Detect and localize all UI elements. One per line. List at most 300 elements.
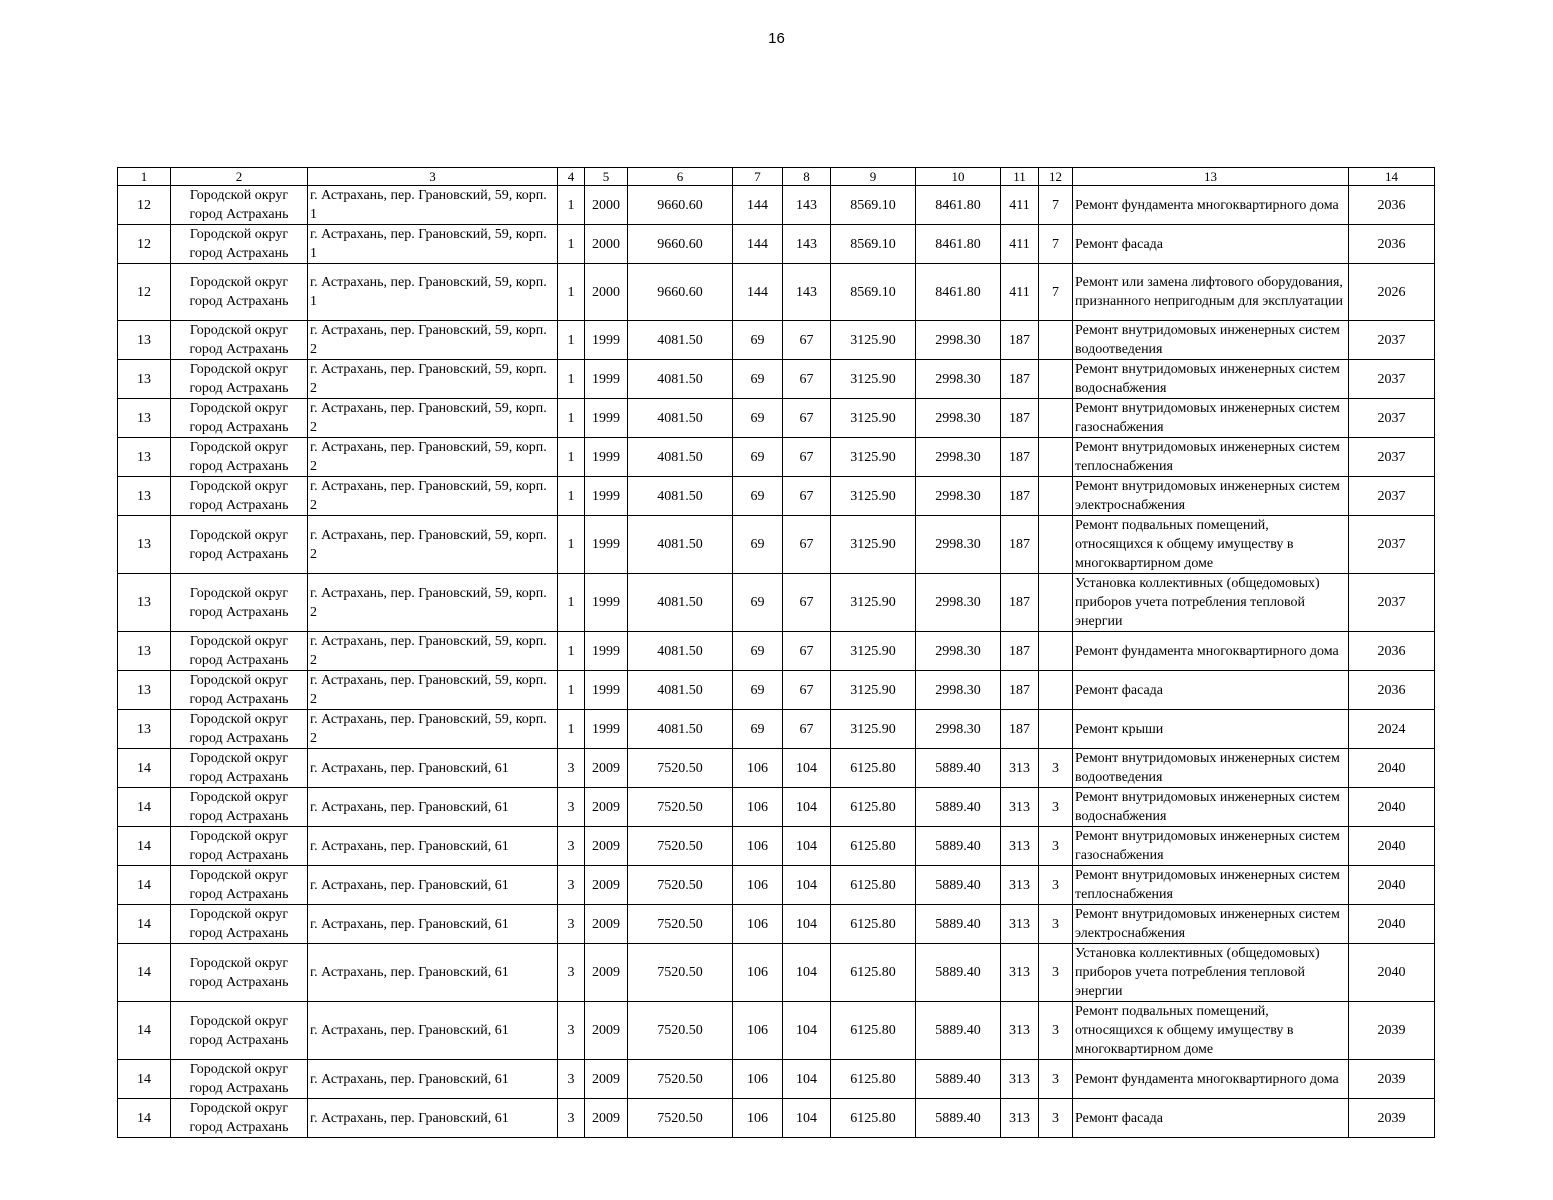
cell-row-number: 13 [118, 671, 171, 710]
header-cell: 13 [1073, 168, 1349, 186]
cell-municipality: Городской округ город Астрахань [171, 574, 308, 632]
cell-col-9: 3125.90 [831, 574, 916, 632]
cell-col-11: 313 [1001, 866, 1039, 905]
cell-address: г. Астрахань, пер. Грановский, 59, корп. 1 [308, 225, 558, 264]
cell-col-9: 3125.90 [831, 516, 916, 574]
cell-planned-year: 2036 [1349, 671, 1435, 710]
cell-col-6: 9660.60 [628, 264, 733, 321]
cell-col-9: 6125.80 [831, 827, 916, 866]
cell-col-4: 1 [558, 632, 585, 671]
cell-col-8: 104 [783, 905, 831, 944]
cell-col-10: 2998.30 [916, 438, 1001, 477]
cell-work-type: Ремонт внутридомовых инженерных систем электроснабжения [1073, 477, 1349, 516]
cell-address: г. Астрахань, пер. Грановский, 59, корп. 1 [308, 186, 558, 225]
cell-work-type: Ремонт внутридомовых инженерных систем теплоснабжения [1073, 438, 1349, 477]
cell-col-8: 67 [783, 574, 831, 632]
cell-municipality: Городской округ город Астрахань [171, 360, 308, 399]
cell-planned-year: 2024 [1349, 710, 1435, 749]
cell-row-number: 13 [118, 399, 171, 438]
cell-address: г. Астрахань, пер. Грановский, 61 [308, 905, 558, 944]
cell-col-4: 1 [558, 186, 585, 225]
cell-col-6: 7520.50 [628, 749, 733, 788]
cell-row-number: 13 [118, 632, 171, 671]
cell-municipality: Городской округ город Астрахань [171, 710, 308, 749]
column-number-row [118, 168, 1435, 186]
cell-col-11: 313 [1001, 1002, 1039, 1060]
cell-col-10: 5889.40 [916, 866, 1001, 905]
table-row [118, 1002, 1435, 1060]
table-row [118, 749, 1435, 788]
cell-municipality: Городской округ город Астрахань [171, 399, 308, 438]
cell-col-8: 104 [783, 1060, 831, 1099]
cell-col-10: 5889.40 [916, 1002, 1001, 1060]
table-row [118, 671, 1435, 710]
cell-col-12: 7 [1039, 225, 1073, 264]
cell-col-7: 106 [733, 866, 783, 905]
cell-col-9: 3125.90 [831, 477, 916, 516]
cell-col-6: 4081.50 [628, 710, 733, 749]
header-cell: 7 [733, 168, 783, 186]
table-row [118, 905, 1435, 944]
cell-work-type: Ремонт внутридомовых инженерных систем газоснабжения [1073, 399, 1349, 438]
cell-col-9: 3125.90 [831, 360, 916, 399]
cell-address: г. Астрахань, пер. Грановский, 59, корп. 2 [308, 438, 558, 477]
cell-row-number: 14 [118, 827, 171, 866]
cell-work-type: Ремонт внутридомовых инженерных систем водоснабжения [1073, 360, 1349, 399]
cell-col-8: 67 [783, 632, 831, 671]
cell-col-6: 9660.60 [628, 186, 733, 225]
cell-col-8: 104 [783, 944, 831, 1002]
table-row [118, 438, 1435, 477]
cell-col-11: 313 [1001, 749, 1039, 788]
cell-col-6: 7520.50 [628, 788, 733, 827]
cell-municipality: Городской округ город Астрахань [171, 438, 308, 477]
cell-work-type: Ремонт внутридомовых инженерных систем водоотведения [1073, 749, 1349, 788]
cell-row-number: 14 [118, 1060, 171, 1099]
cell-col-10: 5889.40 [916, 905, 1001, 944]
cell-planned-year: 2037 [1349, 574, 1435, 632]
cell-col-10: 2998.30 [916, 710, 1001, 749]
cell-col-10: 5889.40 [916, 1099, 1001, 1138]
cell-col-7: 144 [733, 264, 783, 321]
cell-address: г. Астрахань, пер. Грановский, 59, корп. 2 [308, 632, 558, 671]
cell-col-7: 106 [733, 749, 783, 788]
cell-col-9: 6125.80 [831, 788, 916, 827]
table-row [118, 477, 1435, 516]
cell-col-7: 106 [733, 905, 783, 944]
table-row [118, 186, 1435, 225]
table-row [118, 788, 1435, 827]
cell-col-4: 3 [558, 827, 585, 866]
cell-col-8: 104 [783, 827, 831, 866]
cell-year: 1999 [585, 632, 628, 671]
cell-col-7: 69 [733, 321, 783, 360]
cell-year: 1999 [585, 438, 628, 477]
cell-col-4: 1 [558, 399, 585, 438]
cell-col-8: 104 [783, 1002, 831, 1060]
cell-col-4: 3 [558, 866, 585, 905]
cell-col-6: 4081.50 [628, 477, 733, 516]
cell-col-12: 3 [1039, 827, 1073, 866]
cell-col-7: 69 [733, 632, 783, 671]
table-row [118, 1099, 1435, 1138]
cell-address: г. Астрахань, пер. Грановский, 59, корп. 2 [308, 671, 558, 710]
cell-col-7: 69 [733, 710, 783, 749]
cell-address: г. Астрахань, пер. Грановский, 59, корп. 2 [308, 321, 558, 360]
cell-col-9: 3125.90 [831, 671, 916, 710]
cell-row-number: 14 [118, 1002, 171, 1060]
cell-work-type: Ремонт фасада [1073, 671, 1349, 710]
cell-col-11: 187 [1001, 574, 1039, 632]
cell-year: 1999 [585, 671, 628, 710]
cell-col-12: 3 [1039, 905, 1073, 944]
cell-row-number: 12 [118, 264, 171, 321]
capital-repair-table [117, 167, 1435, 1138]
cell-col-9: 3125.90 [831, 632, 916, 671]
table-row [118, 321, 1435, 360]
cell-col-6: 9660.60 [628, 225, 733, 264]
cell-col-8: 104 [783, 866, 831, 905]
cell-work-type: Ремонт фасада [1073, 225, 1349, 264]
cell-col-10: 2998.30 [916, 477, 1001, 516]
cell-municipality: Городской округ город Астрахань [171, 186, 308, 225]
cell-col-10: 2998.30 [916, 360, 1001, 399]
cell-municipality: Городской округ город Астрахань [171, 516, 308, 574]
cell-col-11: 187 [1001, 671, 1039, 710]
cell-col-10: 5889.40 [916, 749, 1001, 788]
cell-municipality: Городской округ город Астрахань [171, 1002, 308, 1060]
cell-year: 2009 [585, 1099, 628, 1138]
cell-municipality: Городской округ город Астрахань [171, 788, 308, 827]
cell-planned-year: 2037 [1349, 438, 1435, 477]
cell-row-number: 14 [118, 788, 171, 827]
cell-col-10: 2998.30 [916, 399, 1001, 438]
cell-planned-year: 2040 [1349, 749, 1435, 788]
cell-year: 1999 [585, 477, 628, 516]
cell-planned-year: 2037 [1349, 321, 1435, 360]
table-row [118, 827, 1435, 866]
cell-municipality: Городской округ город Астрахань [171, 749, 308, 788]
cell-municipality: Городской округ город Астрахань [171, 1060, 308, 1099]
cell-col-4: 3 [558, 1099, 585, 1138]
cell-col-4: 3 [558, 1060, 585, 1099]
cell-municipality: Городской округ город Астрахань [171, 264, 308, 321]
cell-col-9: 8569.10 [831, 225, 916, 264]
cell-planned-year: 2036 [1349, 186, 1435, 225]
header-cell: 5 [585, 168, 628, 186]
cell-municipality: Городской округ город Астрахань [171, 321, 308, 360]
cell-col-6: 4081.50 [628, 574, 733, 632]
cell-col-9: 6125.80 [831, 866, 916, 905]
cell-col-7: 106 [733, 827, 783, 866]
cell-col-11: 411 [1001, 186, 1039, 225]
cell-col-12 [1039, 516, 1073, 574]
cell-municipality: Городской округ город Астрахань [171, 905, 308, 944]
cell-col-6: 7520.50 [628, 866, 733, 905]
cell-row-number: 13 [118, 516, 171, 574]
cell-col-8: 143 [783, 264, 831, 321]
cell-col-7: 69 [733, 671, 783, 710]
cell-row-number: 14 [118, 905, 171, 944]
cell-work-type: Ремонт фундамента многоквартирного дома [1073, 1060, 1349, 1099]
cell-col-9: 6125.80 [831, 944, 916, 1002]
cell-col-9: 6125.80 [831, 1099, 916, 1138]
table-body [118, 168, 1435, 1138]
cell-col-6: 7520.50 [628, 1060, 733, 1099]
cell-address: г. Астрахань, пер. Грановский, 61 [308, 827, 558, 866]
cell-planned-year: 2039 [1349, 1060, 1435, 1099]
table-row [118, 1060, 1435, 1099]
cell-col-7: 106 [733, 1099, 783, 1138]
cell-row-number: 13 [118, 438, 171, 477]
cell-col-4: 1 [558, 477, 585, 516]
cell-address: г. Астрахань, пер. Грановский, 59, корп. 2 [308, 360, 558, 399]
cell-work-type: Установка коллективных (общедомовых) приборов учета потребления тепловой энергии [1073, 574, 1349, 632]
cell-col-8: 67 [783, 438, 831, 477]
cell-year: 2009 [585, 1002, 628, 1060]
cell-year: 2000 [585, 186, 628, 225]
cell-col-6: 4081.50 [628, 516, 733, 574]
cell-planned-year: 2037 [1349, 360, 1435, 399]
cell-address: г. Астрахань, пер. Грановский, 61 [308, 866, 558, 905]
cell-work-type: Ремонт или замена лифтового оборудования, признанного непригодным для эксплуатации [1073, 264, 1349, 321]
cell-year: 1999 [585, 574, 628, 632]
cell-year: 2009 [585, 788, 628, 827]
cell-col-4: 1 [558, 321, 585, 360]
header-cell: 4 [558, 168, 585, 186]
cell-year: 2009 [585, 749, 628, 788]
cell-row-number: 14 [118, 1099, 171, 1138]
cell-col-11: 187 [1001, 360, 1039, 399]
cell-col-6: 4081.50 [628, 438, 733, 477]
cell-col-9: 6125.80 [831, 1002, 916, 1060]
cell-planned-year: 2037 [1349, 477, 1435, 516]
table-row [118, 866, 1435, 905]
cell-col-6: 7520.50 [628, 1099, 733, 1138]
cell-planned-year: 2039 [1349, 1002, 1435, 1060]
cell-work-type: Ремонт подвальных помещений, относящихся к общему имуществу в многоквартирном доме [1073, 1002, 1349, 1060]
cell-planned-year: 2040 [1349, 944, 1435, 1002]
cell-row-number: 13 [118, 477, 171, 516]
cell-year: 2000 [585, 264, 628, 321]
cell-col-11: 187 [1001, 438, 1039, 477]
cell-col-12 [1039, 438, 1073, 477]
cell-year: 1999 [585, 360, 628, 399]
cell-address: г. Астрахань, пер. Грановский, 61 [308, 1002, 558, 1060]
cell-col-9: 6125.80 [831, 905, 916, 944]
cell-col-7: 106 [733, 1002, 783, 1060]
cell-year: 1999 [585, 516, 628, 574]
cell-col-9: 3125.90 [831, 710, 916, 749]
table-row [118, 264, 1435, 321]
cell-col-11: 313 [1001, 905, 1039, 944]
cell-address: г. Астрахань, пер. Грановский, 59, корп. 2 [308, 477, 558, 516]
cell-col-4: 3 [558, 1002, 585, 1060]
cell-year: 1999 [585, 710, 628, 749]
table-row [118, 944, 1435, 1002]
cell-col-4: 1 [558, 516, 585, 574]
cell-col-11: 187 [1001, 477, 1039, 516]
header-cell: 11 [1001, 168, 1039, 186]
cell-col-12: 3 [1039, 788, 1073, 827]
cell-col-11: 411 [1001, 225, 1039, 264]
cell-col-11: 187 [1001, 321, 1039, 360]
cell-planned-year: 2040 [1349, 866, 1435, 905]
cell-col-10: 5889.40 [916, 827, 1001, 866]
cell-col-12: 7 [1039, 186, 1073, 225]
cell-col-4: 1 [558, 360, 585, 399]
cell-year: 2009 [585, 905, 628, 944]
cell-address: г. Астрахань, пер. Грановский, 61 [308, 944, 558, 1002]
cell-col-8: 67 [783, 516, 831, 574]
cell-col-12 [1039, 710, 1073, 749]
cell-col-7: 69 [733, 477, 783, 516]
cell-col-11: 313 [1001, 788, 1039, 827]
cell-col-11: 313 [1001, 1099, 1039, 1138]
table-row [118, 225, 1435, 264]
cell-col-7: 69 [733, 574, 783, 632]
cell-address: г. Астрахань, пер. Грановский, 59, корп. 1 [308, 264, 558, 321]
cell-col-7: 106 [733, 1060, 783, 1099]
cell-col-10: 5889.40 [916, 1060, 1001, 1099]
cell-work-type: Ремонт внутридомовых инженерных систем теплоснабжения [1073, 866, 1349, 905]
table-row [118, 710, 1435, 749]
cell-col-6: 4081.50 [628, 399, 733, 438]
cell-col-8: 67 [783, 477, 831, 516]
cell-col-8: 143 [783, 225, 831, 264]
cell-address: г. Астрахань, пер. Грановский, 59, корп. 2 [308, 399, 558, 438]
cell-col-7: 69 [733, 438, 783, 477]
cell-col-12 [1039, 574, 1073, 632]
cell-row-number: 12 [118, 225, 171, 264]
cell-row-number: 13 [118, 710, 171, 749]
cell-col-8: 67 [783, 710, 831, 749]
cell-col-10: 2998.30 [916, 321, 1001, 360]
cell-col-12 [1039, 399, 1073, 438]
cell-col-8: 67 [783, 321, 831, 360]
cell-col-6: 4081.50 [628, 321, 733, 360]
cell-col-11: 187 [1001, 710, 1039, 749]
cell-col-9: 8569.10 [831, 264, 916, 321]
cell-municipality: Городской округ город Астрахань [171, 944, 308, 1002]
cell-row-number: 14 [118, 749, 171, 788]
cell-address: г. Астрахань, пер. Грановский, 61 [308, 1060, 558, 1099]
cell-col-11: 313 [1001, 944, 1039, 1002]
cell-col-11: 187 [1001, 399, 1039, 438]
cell-col-4: 3 [558, 749, 585, 788]
header-cell: 10 [916, 168, 1001, 186]
header-cell: 2 [171, 168, 308, 186]
cell-col-8: 67 [783, 360, 831, 399]
header-cell: 6 [628, 168, 733, 186]
cell-col-4: 1 [558, 710, 585, 749]
cell-col-12: 3 [1039, 1002, 1073, 1060]
cell-col-9: 6125.80 [831, 749, 916, 788]
cell-col-7: 106 [733, 944, 783, 1002]
header-cell: 14 [1349, 168, 1435, 186]
cell-col-6: 4081.50 [628, 671, 733, 710]
cell-col-6: 7520.50 [628, 827, 733, 866]
cell-col-12: 3 [1039, 1099, 1073, 1138]
table-row [118, 360, 1435, 399]
header-cell: 12 [1039, 168, 1073, 186]
cell-address: г. Астрахань, пер. Грановский, 61 [308, 788, 558, 827]
cell-col-12: 7 [1039, 264, 1073, 321]
cell-col-9: 3125.90 [831, 399, 916, 438]
cell-municipality: Городской округ город Астрахань [171, 1099, 308, 1138]
cell-col-7: 106 [733, 788, 783, 827]
cell-col-7: 69 [733, 516, 783, 574]
cell-col-11: 187 [1001, 632, 1039, 671]
cell-col-9: 3125.90 [831, 438, 916, 477]
cell-col-4: 1 [558, 574, 585, 632]
cell-year: 2009 [585, 827, 628, 866]
cell-work-type: Ремонт фундамента многоквартирного дома [1073, 186, 1349, 225]
cell-col-11: 411 [1001, 264, 1039, 321]
cell-municipality: Городской округ город Астрахань [171, 866, 308, 905]
cell-col-4: 3 [558, 905, 585, 944]
cell-col-6: 4081.50 [628, 360, 733, 399]
table-row [118, 516, 1435, 574]
table-row [118, 632, 1435, 671]
cell-municipality: Городской округ город Астрахань [171, 827, 308, 866]
cell-col-4: 1 [558, 671, 585, 710]
cell-col-12 [1039, 360, 1073, 399]
cell-planned-year: 2040 [1349, 788, 1435, 827]
header-cell: 1 [118, 168, 171, 186]
cell-work-type: Ремонт подвальных помещений, относящихся к общему имуществу в многоквартирном доме [1073, 516, 1349, 574]
cell-municipality: Городской округ город Астрахань [171, 225, 308, 264]
page-number: 16 [768, 30, 785, 47]
cell-work-type: Ремонт внутридомовых инженерных систем электроснабжения [1073, 905, 1349, 944]
cell-work-type: Ремонт внутридомовых инженерных систем газоснабжения [1073, 827, 1349, 866]
cell-col-6: 7520.50 [628, 944, 733, 1002]
cell-row-number: 13 [118, 321, 171, 360]
cell-municipality: Городской округ город Астрахань [171, 671, 308, 710]
cell-municipality: Городской округ город Астрахань [171, 632, 308, 671]
cell-col-7: 69 [733, 360, 783, 399]
cell-planned-year: 2036 [1349, 632, 1435, 671]
cell-col-4: 3 [558, 944, 585, 1002]
cell-year: 1999 [585, 321, 628, 360]
cell-col-8: 104 [783, 749, 831, 788]
cell-col-8: 143 [783, 186, 831, 225]
cell-col-12: 3 [1039, 749, 1073, 788]
cell-col-6: 7520.50 [628, 905, 733, 944]
cell-col-10: 5889.40 [916, 944, 1001, 1002]
cell-col-12: 3 [1039, 866, 1073, 905]
cell-address: г. Астрахань, пер. Грановский, 59, корп. 2 [308, 710, 558, 749]
cell-planned-year: 2037 [1349, 399, 1435, 438]
cell-col-12 [1039, 671, 1073, 710]
cell-row-number: 13 [118, 574, 171, 632]
cell-col-12: 3 [1039, 944, 1073, 1002]
cell-work-type: Ремонт фундамента многоквартирного дома [1073, 632, 1349, 671]
cell-col-6: 4081.50 [628, 632, 733, 671]
cell-col-10: 2998.30 [916, 671, 1001, 710]
cell-work-type: Ремонт крыши [1073, 710, 1349, 749]
cell-row-number: 14 [118, 944, 171, 1002]
cell-col-10: 2998.30 [916, 516, 1001, 574]
cell-col-8: 104 [783, 788, 831, 827]
cell-work-type: Ремонт внутридомовых инженерных систем водоотведения [1073, 321, 1349, 360]
cell-planned-year: 2036 [1349, 225, 1435, 264]
cell-col-9: 6125.80 [831, 1060, 916, 1099]
cell-year: 2009 [585, 866, 628, 905]
cell-col-6: 7520.50 [628, 1002, 733, 1060]
cell-col-12 [1039, 477, 1073, 516]
cell-address: г. Астрахань, пер. Грановский, 59, корп. 2 [308, 516, 558, 574]
